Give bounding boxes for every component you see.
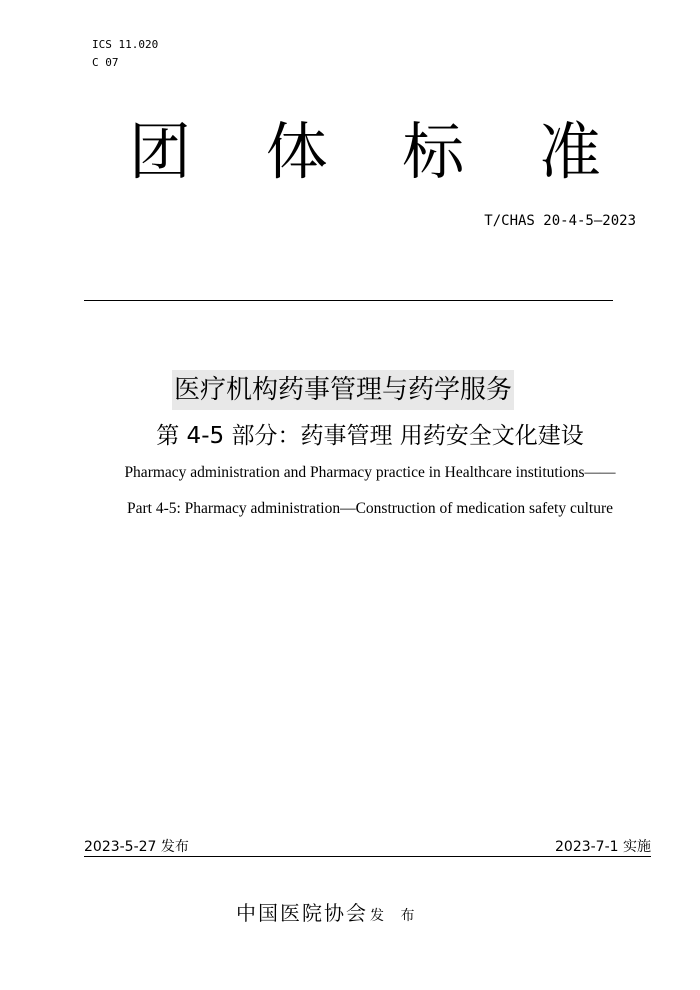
title-part: 第 4-5 部分：药事管理 用药安全文化建设 <box>156 423 584 449</box>
implementation-date: 2023-7-1 实施 <box>555 839 651 855</box>
publisher-suffix: 发 布 <box>370 908 421 924</box>
publisher-line <box>236 898 420 931</box>
standard-number: T/CHAS 20-4-5—2023 <box>484 213 636 229</box>
ics-code: ICS 11.020 <box>92 38 159 51</box>
title-english-line-1: Pharmacy administration and Pharmacy practice in Healthcare institutions—— <box>124 464 616 481</box>
standard-type-char: 体 <box>265 115 328 188</box>
standard-type-char: 团 <box>128 115 191 188</box>
release-date: 2023-5-27 发布 <box>84 839 189 855</box>
bottom-divider <box>84 856 651 857</box>
standard-type-char: 标 <box>402 115 465 188</box>
top-divider <box>84 300 613 301</box>
title-english-line-2: Part 4-5: Pharmacy administration—Construction of medication safety culture <box>127 500 613 517</box>
standard-type-char: 准 <box>538 115 601 188</box>
standard-type-heading <box>120 112 610 192</box>
title-main: 医疗机构药事管理与药学服务 <box>172 370 514 410</box>
ccs-code: C 07 <box>92 56 119 69</box>
publisher-name: 中国医院协会 <box>236 901 368 925</box>
